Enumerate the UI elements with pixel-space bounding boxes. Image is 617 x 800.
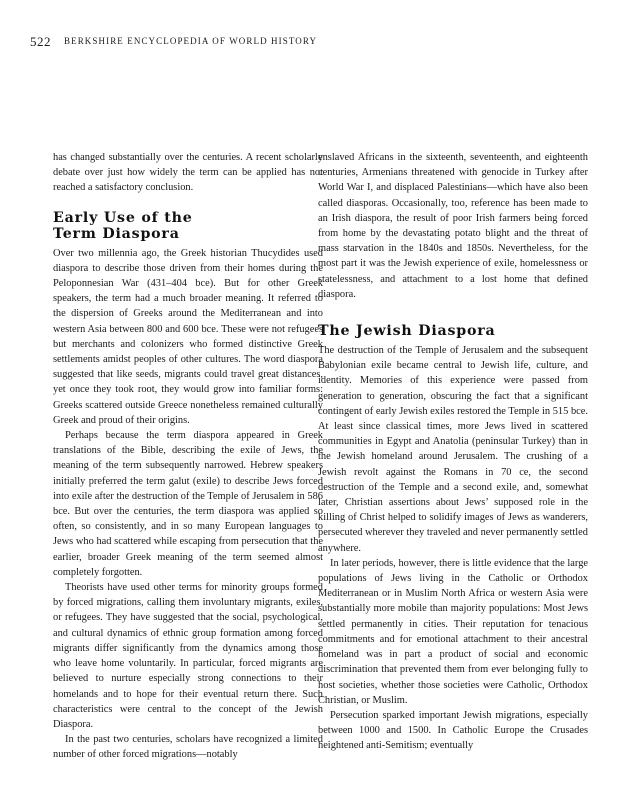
section-heading: The Jewish Diaspora xyxy=(318,323,496,340)
right-column xyxy=(318,150,588,754)
page-header xyxy=(30,34,590,50)
paragraph: Theorists have used other terms for minority groups formed by forced migrations, calling them involuntary migrants, exiles, or refugees. They have suggested that the social, psychological, and cultural dynamics of ethnic group formation among forced migrants differ significantly from the dynamics among those who leave home voluntarily. In particular, forced migrants are believed to nurture especially strong connections to their homelands and to hope for their eventual return there. Such characteristics were central to the concept of the Jewish Diaspora. xyxy=(53,582,323,730)
paragraph: Persecution sparked important Jewish migrations, especially between 1000 and 1500. In Catholic Europe the Crusades heightened anti-Semitism; eventually xyxy=(318,709,588,752)
running-title: BERKSHIRE ENCYCLOPEDIA OF WORLD HISTORY xyxy=(64,36,318,46)
paragraph: In later periods, however, there is little evidence that the large populations of Jews living in the Catholic or Orthodox Mediterranean or in Muslim North Africa or western Asia were substantially more mobile than majority populations: Most Jews settled permanently in cities. Their reputation for tenacious commitments and for emotional attachment to their ancestral homeland was in part a product of social and economic discrimination that prevented them from ever belonging fully to host societies, whether those societies were Catholic, Orthodox Christian, or Muslim. xyxy=(318,557,588,706)
left-column xyxy=(53,150,323,763)
paragraph: Perhaps because the term diaspora appeared in Greek translations of the Bible, describing the exile of Jews, the meaning of the term subsequently narrowed. Hebrew speakers initially preferred the term galut (exile) to describe Jews forced into exile after the destruction of the Temple of Jerusalem in 586 bce. But over the centuries, the term diaspora was applied so often, so consistently, and in so many European languages to Jews who had scattered while escaping from persecution that the earlier, broader Greek meaning of the term seemed almost completely forgotten. xyxy=(53,430,323,578)
heading-line: Early Use of the xyxy=(53,209,193,226)
heading-line: Term Diaspora xyxy=(53,225,180,242)
paragraph: has changed substantially over the centuries. A recent scholarly debate over just how widely the term can be applied has not reached a satisfactory conclusion. xyxy=(53,152,323,194)
paragraph: Over two millennia ago, the Greek historian Thucydides used diaspora to describe those driven from their homes during the Peloponnesian War (431–404 bce). But for other Greek speakers, the term had a much broader meaning. It referred to the dispersion of Greeks around the Mediterranean and into western Asia between 800 and 600 bce. These were not refugees but merchants and colonizers who formed distinctive Greek settlements amidst peoples of other cultures. The word diaspora suggested that like seeds, migrants could travel great distances, yet once they took root, they would grow into familiar forms: Greeks scattered outside Greece nonetheless remained culturally Greek and proud of their origins. xyxy=(53,247,323,426)
page-number: 522 xyxy=(30,34,51,49)
paragraph: The destruction of the Temple of Jerusalem and the subsequent Babylonian exile became central to Jewish life, culture, and identity. Memories of this experience were passed from generation to generation, obscuring the fact that a significant contingent of early Jewish exiles restored the Temple in 515 bce. At least since classical times, more Jews lived in scattered communities in Egypt and Anatolia (peninsular Turkey) than in the Jewish homeland around Jerusalem. The crushing of a Jewish revolt against the Romans in 70 ce, the second destruction of the Temple and a second exile, and, somewhat later, Christian assertions about Jews’ supposed role in the killing of Christ helped to solidify images of Jews as wanderers, persecuted wherever they traveled and never permanently settled anywhere. xyxy=(318,345,588,554)
paragraph: In the past two centuries, scholars have recognized a limited number of other forced migrations—notably xyxy=(53,734,323,761)
section-heading xyxy=(53,210,323,242)
paragraph: enslaved Africans in the sixteenth, seventeenth, and eighteenth centuries, Armenians threatened with genocide in Turkey after World War I, and displaced Palestinians—which have also been called diasporas. Occasionally, too, reference has been made to an Irish diaspora, the result of poor Irish farmers being forced from home by the devastating potato blight and the threat of mass starvation in the 1840s and 1850s. Nevertheless, for the most part it was the Jewish experience of exile, homelessness or statelessness, and attachment to a lost home that defined diaspora. xyxy=(318,152,588,300)
